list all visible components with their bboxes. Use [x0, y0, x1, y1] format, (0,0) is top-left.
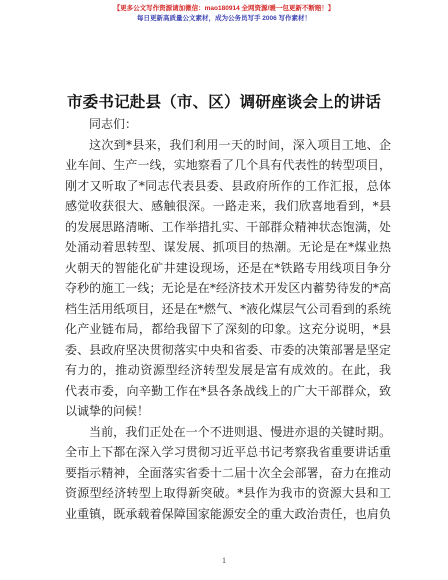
promo-banner-line-1: 【更多公文写作资源请加微信：mao180914 全网资源/暖一包更新不断赔！】: [113, 5, 335, 12]
text-line: 档生活用纸项目，还是在*燃气、*液化煤层气公司看到的系统: [65, 301, 391, 316]
text-line: 夺秒的施工一线；无论是在*经济技术开发区内蓄势待发的*高: [65, 281, 391, 295]
text-line: 代表市委，向辛勤工作在*县各条战线上的广大干部群众，致: [65, 383, 391, 398]
text-line: 委、县政府坚决贯彻落实中央和省委、市委的决策部署是坚定: [65, 342, 391, 357]
text-line: 化产业链布局，都给我留下了深刻的印象。这充分说明，*县: [65, 322, 391, 336]
text-line: 有力的，推动资源型经济转型发展是富有成效的。在此，我: [65, 363, 391, 377]
text-line: 业重镇，既承载着保障国家能源安全的重大政治责任，也肩负: [65, 506, 391, 521]
promo-banner: [0, 4, 448, 24]
text-line: 资源型经济转型上取得新突破。*县作为我市的资源大县和工: [65, 486, 391, 500]
text-line: 以诚挚的问候！: [65, 404, 150, 418]
paragraph-1: [65, 135, 391, 422]
document-title: 市委书记赴县（市、区）调研座谈会上的讲话: [66, 93, 381, 111]
text-line: 刚才又听取了*同志代表县委、县政府所作的工作汇报，总体: [65, 178, 391, 193]
text-line: 当前，我们正处在一个不进则退、慢进亦退的关键时期。: [89, 424, 391, 439]
text-line: 要指示精神，全面落实省委十二届十次全会部署，奋力在推动: [65, 465, 391, 480]
text-line: 处涌动着思转型、谋发展、抓项目的热潮。无论是在*煤业热: [65, 240, 391, 254]
text-line: 全市上下都在深入学习贯彻习近平总书记考察我省重要讲话重: [65, 445, 391, 459]
text-line: 业车间、生产一线，实地察看了几个具有代表性的转型项目，: [65, 158, 391, 172]
promo-banner-line-2: 每日更新高质量公文素材，成为公务员写手 2006 写作素材！: [136, 15, 312, 22]
text-line: 火朝天的智能化矿井建设现场，还是在*铁路专用线项目争分: [65, 260, 391, 275]
text-line: 这次到*县来，我们利用一天的时间，深入项目工地、企: [89, 137, 391, 152]
paragraph-2: [65, 422, 391, 525]
salutation: 同志们：: [89, 117, 138, 131]
text-line: 的发展思路清晰、工作举措扎实、干部群众精神状态饱满，处: [65, 219, 391, 234]
text-line: 感觉收获很大、感触很深。一路走来，我们欣喜地看到，*县: [65, 199, 391, 213]
page-number: 1: [222, 556, 226, 565]
document-body: [65, 114, 391, 524]
